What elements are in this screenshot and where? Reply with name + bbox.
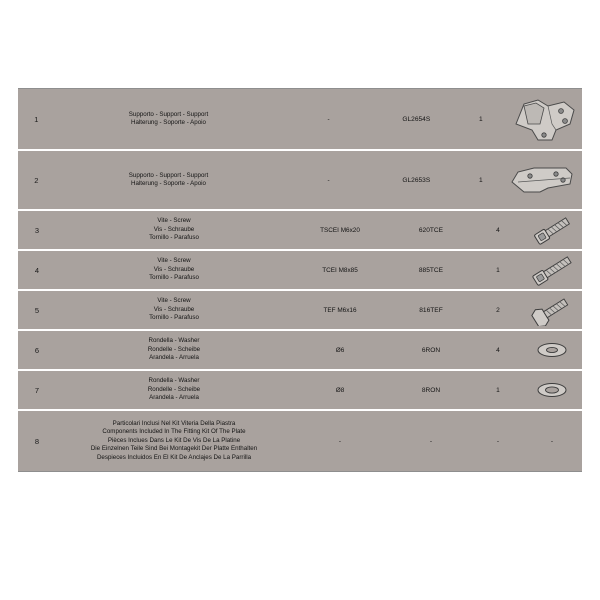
row-code: 620TCE: [418, 226, 444, 234]
row-dimension: Ø6: [335, 346, 345, 354]
table-row[interactable]: [18, 251, 582, 291]
table-row[interactable]: [18, 331, 582, 371]
row-dimension: TEF M6x16: [323, 306, 357, 314]
row-quantity: 1: [479, 176, 483, 184]
table-row[interactable]: [18, 89, 582, 151]
row-dimension: -: [327, 176, 330, 184]
screw-icon: [522, 211, 582, 249]
row-description: Particolari Inclusi Nel Kit Viteria Della Piastra Components Included In The Fitting Kit Of The Plate Pièces Inclues Dans Le Kit De Vis De La Platine Die Einzelnen Teile Sind Bei Montagekit Der Platte Enthalten Despieces Incluidos En El Kit De Anclajes De La Parrilla: [90, 420, 258, 461]
row-quantity: 1: [496, 386, 500, 394]
row-dimension: Ø8: [335, 386, 345, 394]
row-image-placeholder: -: [550, 437, 554, 445]
row-description: Supporto - Support - Support Halterung - Soporte - Apoio: [128, 110, 209, 126]
row-description: Rondella - Washer Rondelle - Scheibe Arandela - Arruela: [147, 377, 201, 402]
table-row[interactable]: [18, 151, 582, 211]
row-dimension: TCEI M8x85: [322, 266, 358, 274]
row-code: 8RON: [421, 386, 441, 394]
row-code: -: [429, 437, 433, 445]
row-description: Vite - Screw Vis - Schraube Tornillo - Parafuso: [149, 257, 199, 282]
row-dimension: TSCEI M6x20: [320, 226, 360, 234]
row-position: 4: [34, 265, 40, 275]
row-position: 2: [34, 175, 39, 185]
row-code: 816TEF: [419, 306, 443, 314]
row-description: Vite - Screw Vis - Schraube Tornillo - Parafuso: [149, 217, 199, 242]
row-position: 5: [34, 305, 40, 315]
row-quantity: 4: [496, 346, 500, 354]
row-code: 885TCE: [418, 266, 444, 274]
row-position: 6: [34, 345, 40, 355]
row-quantity: 1: [479, 115, 483, 123]
row-position: 8: [34, 436, 40, 446]
row-quantity: -: [496, 437, 500, 445]
row-dimension: -: [327, 115, 330, 123]
row-code: GL2654S: [402, 115, 431, 123]
row-code: 6RON: [421, 346, 441, 354]
row-quantity: 1: [496, 266, 500, 274]
row-position: 3: [34, 225, 40, 235]
row-dimension: -: [338, 437, 342, 445]
row-description: Vite - Screw Vis - Schraube Tornillo - Parafuso: [149, 297, 199, 322]
row-quantity: 2: [496, 306, 500, 314]
washer-icon: [522, 331, 582, 369]
table-row[interactable]: [18, 211, 582, 251]
washer-icon: [522, 371, 582, 409]
table-row[interactable]: [18, 371, 582, 411]
row-description: Supporto - Support - Support Halterung - Soporte - Apoio: [128, 171, 209, 187]
table-row[interactable]: [18, 411, 582, 471]
row-position: 7: [34, 385, 40, 395]
row-position: 1: [34, 114, 39, 124]
bracket-plate-icon: [504, 151, 582, 209]
row-quantity: 4: [496, 226, 500, 234]
table-row[interactable]: [18, 291, 582, 331]
screw-icon: [522, 251, 582, 289]
row-code: GL2653S: [402, 176, 431, 184]
bracket-plate-icon: [504, 89, 582, 149]
row-description: Rondella - Washer Rondelle - Scheibe Arandela - Arruela: [147, 337, 201, 362]
screw-icon: [522, 291, 582, 329]
parts-table: [18, 88, 582, 472]
